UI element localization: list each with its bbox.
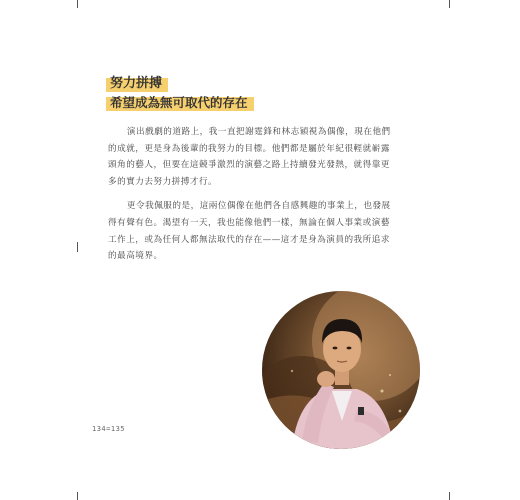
article-body: [108, 124, 396, 265]
paragraph: 更令我佩服的是，這兩位偶像在他們各自感興趣的事業上，也發展得有聲有色。渴望有一天，我也能像他們一樣，無論在個人事業或演藝工作上，或為任何人都無法取代的存在——這才是身為演員的我所追求的最高境界。: [108, 201, 391, 262]
crop-mark-top-right: [449, 0, 450, 8]
paragraph: 演出戲劇的道路上，我一直把謝霆鋒和林志穎視為偶像，現在他們的成就，更是身為後輩的我努力的目標。他們都是屬於年紀很輕就嶄露頭角的藝人，但要在這競爭激烈的演藝之路上持續發光發熱，就得靠更多的實力去努力拼搏才行。: [108, 127, 391, 187]
section-title: 努力拼搏: [108, 75, 168, 92]
crop-mark-bottom-left: [77, 492, 78, 500]
section-subtitle: 希望成為無可取代的存在: [108, 94, 254, 111]
crop-mark-top-left: [77, 0, 78, 8]
page-number: 134=135: [92, 425, 126, 433]
crop-mark-bottom-right: [449, 492, 450, 500]
section-heading: [108, 75, 254, 111]
portrait-photo: [262, 291, 420, 449]
crop-mark-left-middle: [77, 242, 78, 252]
portrait-illustration: [262, 291, 420, 449]
